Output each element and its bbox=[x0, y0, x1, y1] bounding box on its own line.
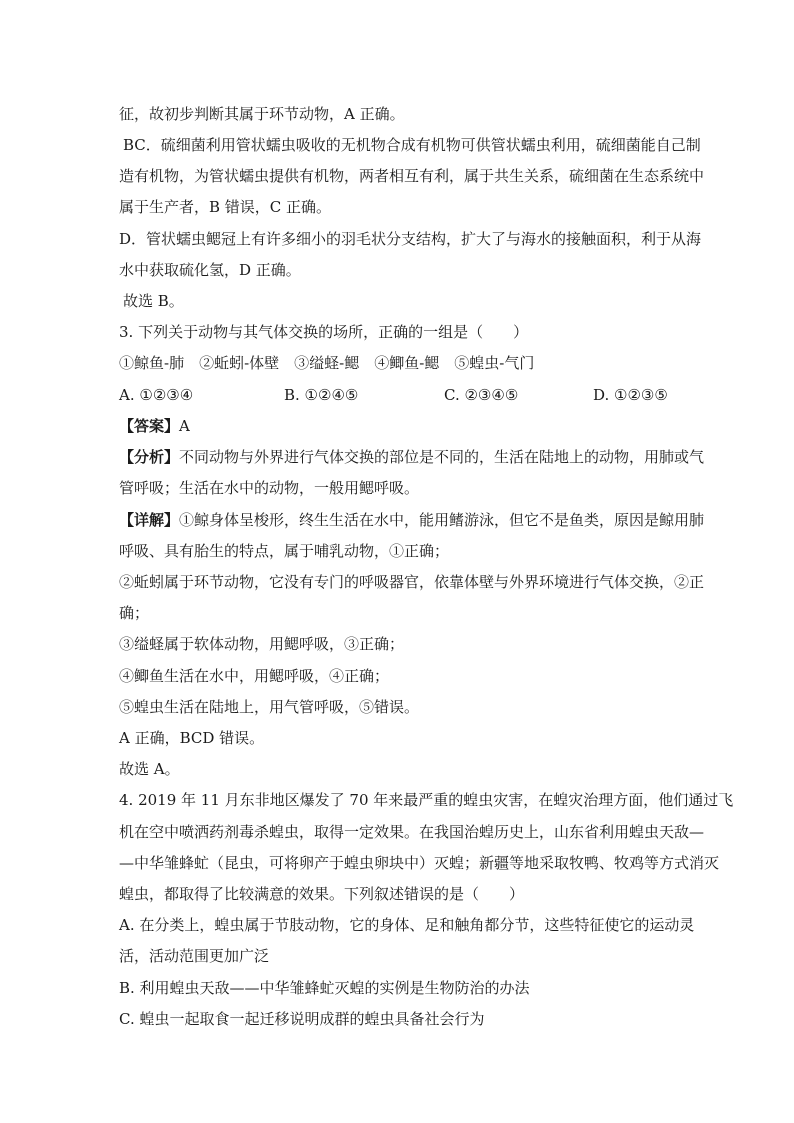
text-line: 呼吸、具有胎生的特点，属于哺乳动物，①正确； bbox=[119, 542, 450, 560]
option-b: B. ①②④⑤ bbox=[284, 386, 359, 404]
text-line: D．管状蠕虫鳃冠上有许多细小的羽毛状分支结构，扩大了与海水的接触面积，利于从海 bbox=[119, 230, 702, 248]
answer-text: A bbox=[179, 417, 190, 435]
option-a: A. 在分类上，蝗虫属于节肢动物，它的身体、足和触角都分节，这些特征使它的运动灵 bbox=[119, 916, 695, 934]
detail-tag: 【详解】 bbox=[119, 511, 180, 529]
text-line: A 正确，BCD 错误。 bbox=[119, 729, 265, 747]
text-line: ④鲫鱼生活在水中，用鳃呼吸，④正确； bbox=[119, 667, 390, 685]
analysis-line bbox=[119, 447, 704, 467]
text-line: 故选 A。 bbox=[119, 760, 180, 778]
text-line: 造有机物，为管状蠕虫提供有机物，两者相互有利，属于共生关系，硫细菌在生态系统中 bbox=[119, 167, 705, 185]
option-c: C. 蝗虫一起取食一起迁移说明成群的蝗虫具备社会行为 bbox=[119, 1010, 485, 1028]
text-line: 水中获取硫化氢，D 正确。 bbox=[119, 261, 301, 279]
answer-tag: 【答案】 bbox=[119, 417, 180, 435]
option-b: B. 利用蝗虫天敌——中华雏蜂虻灭蝗的实例是生物防治的办法 bbox=[119, 979, 530, 997]
question-3-items: ①鲸鱼-肺 ②蚯蚓-体壁 ③缢蛏-鳃 ④鲫鱼-鳃 ⑤蝗虫-气门 bbox=[119, 354, 535, 372]
text-line: ③缢蛏属于软体动物，用鳃呼吸，③正确； bbox=[119, 635, 405, 653]
text-line: BC．硫细菌利用管状蠕虫吸收的无机物合成有机物可供管状蠕虫利用，硫细菌能自己制 bbox=[123, 136, 701, 154]
option-c: C. ②③④⑤ bbox=[444, 386, 519, 404]
text-line: 机在空中喷洒药剂毒杀蝗虫，取得一定效果。在我国治蝗历史上，山东省利用蝗虫天敌— bbox=[119, 823, 705, 841]
question-3-stem: 3. 下列关于动物与其气体交换的场所，正确的一组是（ ） bbox=[119, 323, 529, 341]
text-line: 管呼吸；生活在水中的动物，一般用鳃呼吸。 bbox=[119, 479, 420, 497]
detail-text: ①鲸身体呈梭形，终生生活在水中，能用鳍游泳，但它不是鱼类，原因是鲸用肺 bbox=[179, 511, 705, 529]
text-line: ②蚯蚓属于环节动物，它没有专门的呼吸器官，依靠体壁与外界环境进行气体交换，②正 bbox=[119, 573, 705, 591]
analysis-text: 不同动物与外界进行气体交换的部位是不同的，生活在陆地上的动物，用肺或气 bbox=[179, 448, 705, 466]
answer-line bbox=[119, 416, 190, 436]
text-line: 活，活动范围更加广泛 bbox=[119, 947, 270, 965]
analysis-tag: 【分析】 bbox=[119, 448, 180, 466]
text-line: 属于生产者，B 错误，C 正确。 bbox=[119, 198, 332, 216]
text-line: 故选 B。 bbox=[123, 292, 184, 310]
option-d: D. ①②③⑤ bbox=[593, 386, 668, 404]
detail-line bbox=[119, 510, 704, 530]
text-line: ⑤蝗虫生活在陆地上，用气管呼吸，⑤错误。 bbox=[119, 698, 420, 716]
text-line: 蝗虫，都取得了比较满意的效果。下列叙述错误的是（ ） bbox=[119, 885, 525, 903]
text-line: 确； bbox=[119, 604, 150, 622]
text-line: 征，故初步判断其属于环节动物，A 正确。 bbox=[119, 105, 405, 123]
option-a: A. ①②③④ bbox=[119, 386, 194, 404]
question-4-stem: 4. 2019 年 11 月东非地区爆发了 70 年来最严重的蝗虫灾害，在蝗灾治理方面，他们通过飞 bbox=[119, 791, 734, 809]
text-line: —中华雏蜂虻（昆虫，可将卵产于蝗虫卵块中）灭蝗；新疆等地采取牧鸭、牧鸡等方式消灭 bbox=[119, 854, 720, 872]
